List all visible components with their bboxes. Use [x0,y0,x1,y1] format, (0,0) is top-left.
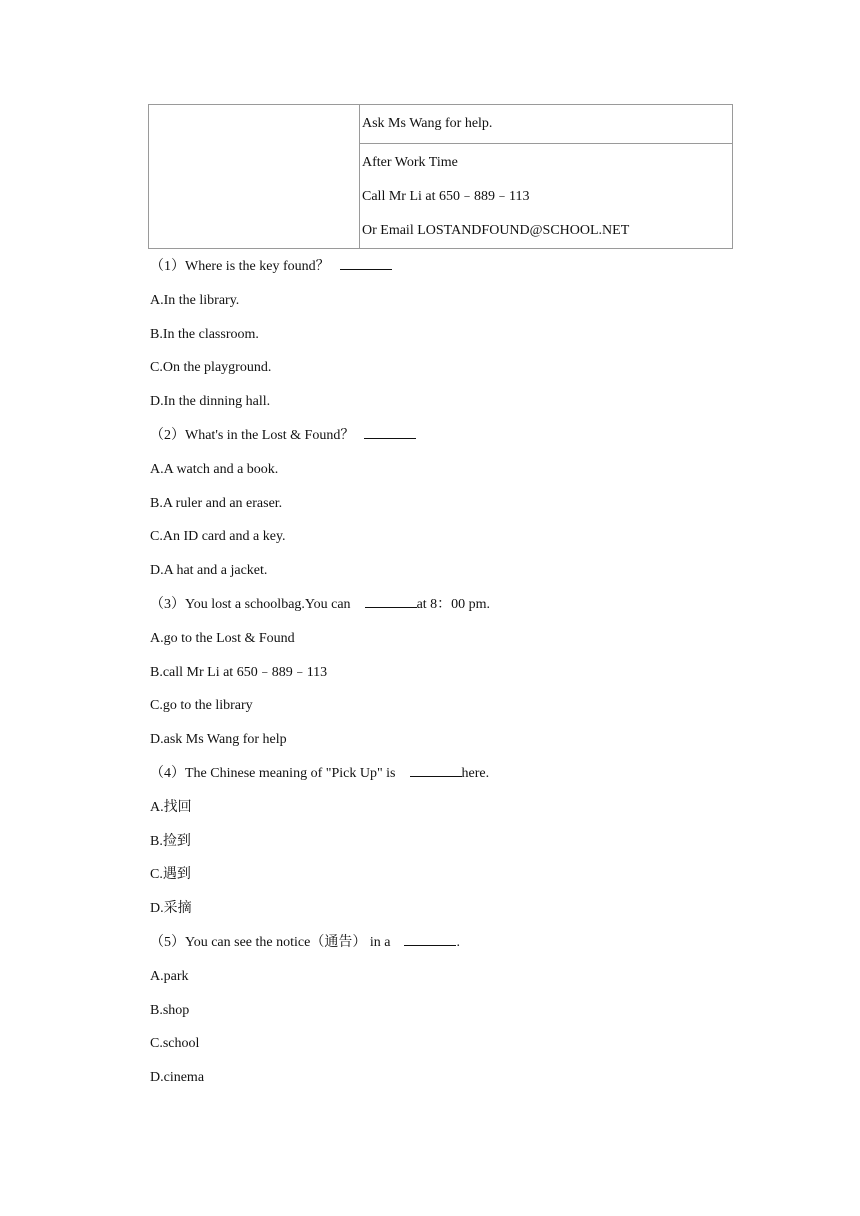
option: A.In the library. [150,292,240,308]
question-text: （3）You lost a schoolbag.You can [150,596,351,612]
answer-blank [365,593,417,608]
option: C.school [150,1036,200,1052]
question-list [150,250,750,1095]
option: C.go to the library [150,698,253,714]
option: B.In the classroom. [150,326,259,342]
option: C.An ID card and a key. [150,529,286,545]
option: A.go to the Lost & Found [150,630,295,646]
option: B.捡到 [150,833,191,849]
notice-table [148,104,733,249]
answer-blank [410,762,462,777]
option: A.park [150,968,189,984]
option: B.A ruler and an eraser. [150,495,283,511]
option: D.cinema [150,1070,205,1086]
question-stem [150,757,750,791]
question-text: （2）What's in the Lost & Found？ [150,427,355,443]
option: D.ask Ms Wang for help [150,732,287,748]
option: D.采摘 [150,901,192,917]
option: A.A watch and a book. [150,461,279,477]
cell-text: Call Mr Li at 650﹣889﹣113 [362,189,530,204]
question-stem [150,250,750,284]
question-text-after: here. [461,765,490,781]
option: B.call Mr Li at 650﹣889﹣113 [150,664,328,680]
table-cell-empty [149,105,360,249]
option: D.In the dinning hall. [150,394,271,410]
cell-text: Ask Ms Wang for help. [362,116,493,131]
question-text: （5）You can see the notice（通告） in a [150,934,391,950]
table-row [149,105,733,144]
cell-text: Or Email LOSTANDFOUND@SCHOOL.NET [362,223,630,238]
table-cell [360,144,733,249]
question-text: （1）Where is the key found？ [150,259,330,274]
option: C.遇到 [150,867,191,883]
answer-blank [364,424,416,439]
option: D.A hat and a jacket. [150,563,268,579]
question-text-after: . [456,934,460,950]
option: A.找回 [150,799,192,815]
table-cell [360,105,733,144]
question-stem [150,588,750,622]
question-text-after: at 8：00 pm. [416,596,491,612]
answer-blank [404,931,456,946]
option: C.On the playground. [150,360,272,376]
question-stem [150,926,750,960]
answer-blank [340,255,392,270]
option: B.shop [150,1002,190,1018]
cell-text: After Work Time [362,155,458,170]
question-text: （4）The Chinese meaning of "Pick Up" is [150,765,396,781]
question-stem [150,419,750,453]
